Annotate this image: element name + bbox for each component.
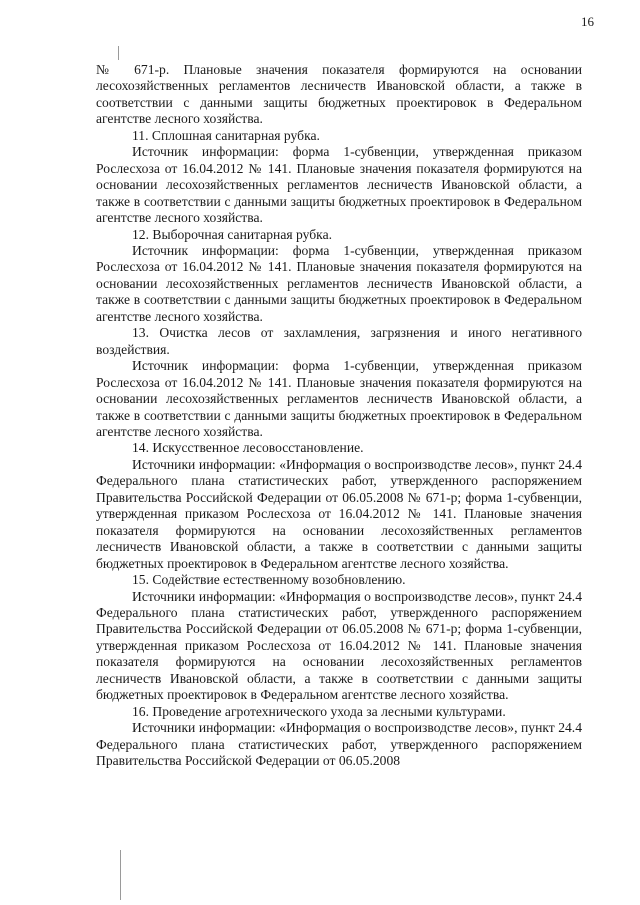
paragraph: Источник информации: форма 1-субвенции, утвержденная приказом Рослесхоза от 16.04.2012 № 141. Плановые значения показателя формируются на основании лесохозяйственных регламентов лесничеств Ивановской области, а также в соответствии с данными защиты бюджетных проектировок в Федеральном агентстве лесного хозяйства.: [96, 144, 582, 226]
paragraph: Источники информации: «Информация о воспроизводстве лесов», пункт 24.4 Федерального плана статистических работ, утвержденного распоряжением Правительства Российской Федерации от 06.05.2008 № 671-р; форма 1-субвенции, утвержденная приказом Рослесхоза от 16.04.2012 № 141. Плановые значения показателя формируются на основании лесохозяйственных регламентов лесничеств Ивановской области, а также в соответствии с данными защиты бюджетных проектировок в Федеральном агентстве лесного хозяйства.: [96, 456, 582, 571]
paragraph: Источник информации: форма 1-субвенции, утвержденная приказом Рослесхоза от 16.04.2012 № 141. Плановые значения показателя формируются на основании лесохозяйственных регламентов лесничеств Ивановской области, а также в соответствии с данными защиты бюджетных проектировок в Федеральном агентстве лесного хозяйства.: [96, 242, 582, 324]
paragraph: № 671-р. Плановые значения показателя формируются на основании лесохозяйственных регламентов лесничеств Ивановской области, а также в соответствии с данными защиты бюджетных проектировок в Федеральном агентстве лесного хозяйства.: [96, 62, 582, 127]
section-heading-16: 16. Проведение агротехнического ухода за лесными культурами.: [132, 703, 506, 719]
document-body: [96, 62, 582, 769]
section-heading-14: 14. Искусственное лесовосстановление.: [132, 440, 364, 456]
scan-artifact-line: [118, 46, 119, 60]
section-heading-15: 15. Содействие естественному возобновлению.: [132, 572, 406, 588]
paragraph: Источники информации: «Информация о воспроизводстве лесов», пункт 24.4 Федерального плана статистических работ, утвержденного распоряжением Правительства Российской Федерации от 06.05.2008 № 671-р; форма 1-субвенции, утвержденная приказом Рослесхоза от 16.04.2012 № 141. Плановые значения показателя формируются на основании лесохозяйственных регламентов лесничеств Ивановской области, а также в соответствии с данными защиты бюджетных проектировок в Федеральном агентстве лесного хозяйства.: [96, 588, 582, 703]
page-number: 16: [581, 14, 594, 29]
section-heading-12: 12. Выборочная санитарная рубка.: [132, 226, 333, 242]
section-heading-11: 11. Сплошная санитарная рубка.: [132, 127, 320, 143]
scan-artifact-line: [120, 850, 121, 900]
paragraph: Источники информации: «Информация о воспроизводстве лесов», пункт 24.4 Федерального плана статистических работ, утвержденного распоряжением Правительства Российской Федерации от 06.05.2008: [96, 720, 582, 769]
section-heading-13: 13. Очистка лесов от захламления, загрязнения и иного негативного воздействия.: [96, 325, 582, 357]
paragraph: Источник информации: форма 1-субвенции, утвержденная приказом Рослесхоза от 16.04.2012 № 141. Плановые значения показателя формируются на основании лесохозяйственных регламентов лесничеств Ивановской области, а также в соответствии с данными защиты бюджетных проектировок в Федеральном агентстве лесного хозяйства.: [96, 358, 582, 439]
